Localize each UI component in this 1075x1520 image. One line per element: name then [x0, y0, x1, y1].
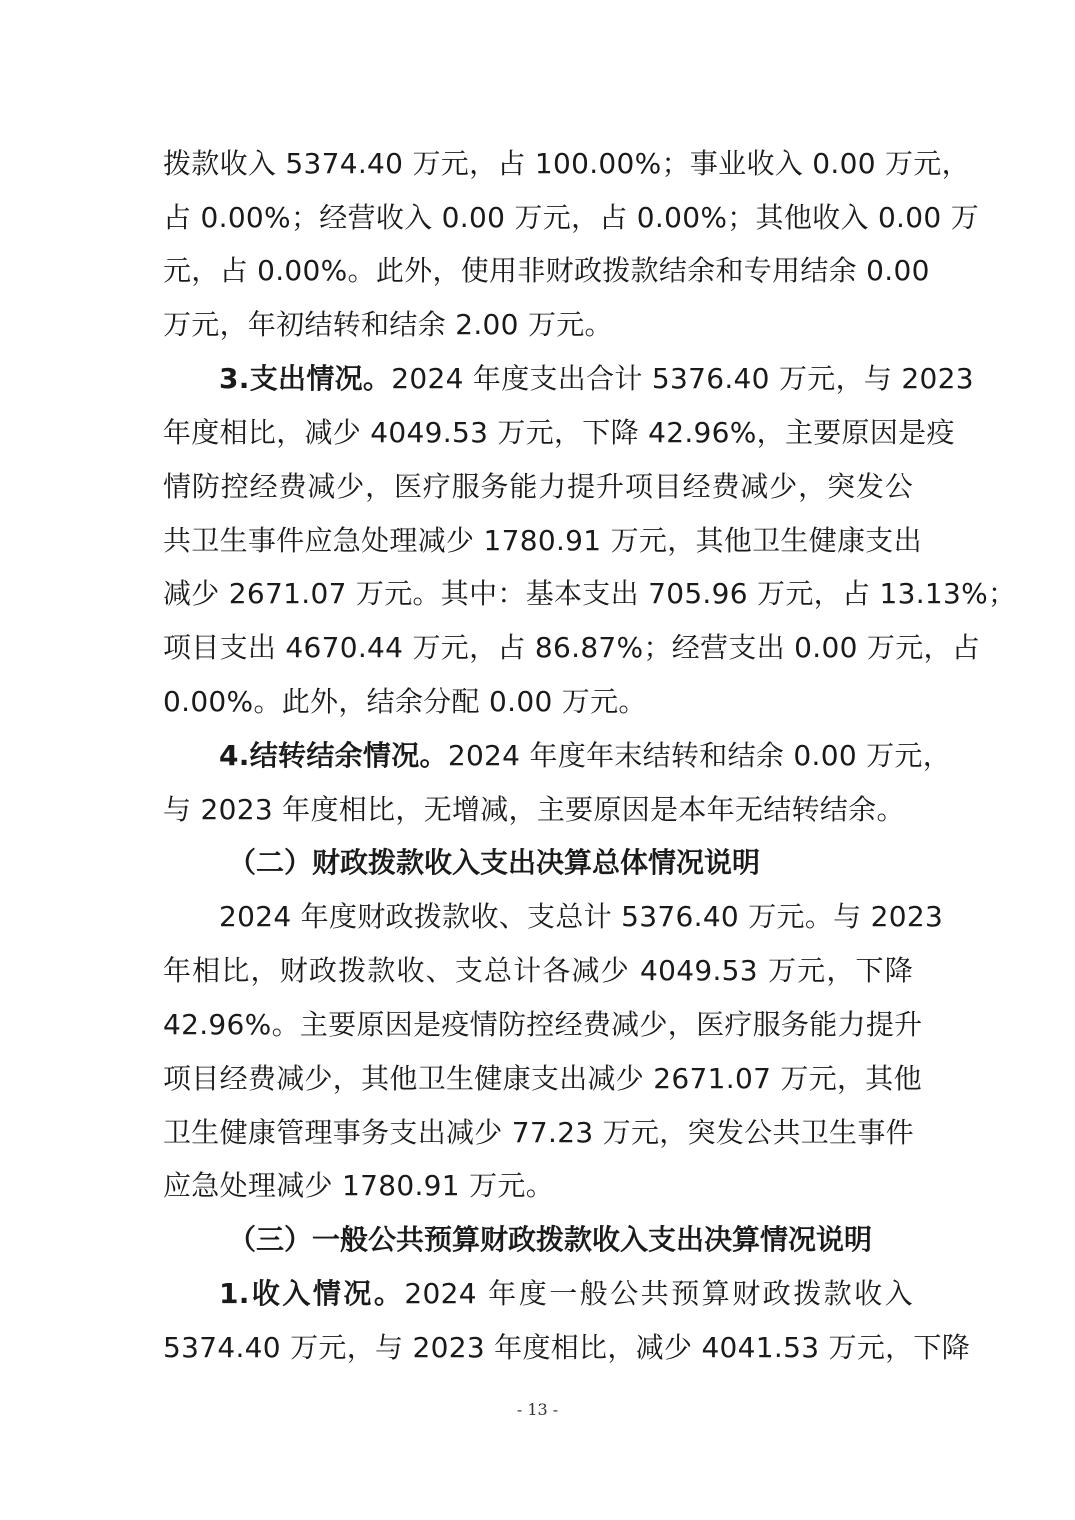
text-line: 与 2023 年度相比，无增减，主要原因是本年无结转结余。	[163, 793, 905, 826]
text-line: 减少 2671.07 万元。其中：基本支出 705.96 万元，占 13.13%；	[163, 577, 1017, 610]
section-4-first-line	[219, 736, 952, 776]
section-1-text: 2024 年度一般公共预算财政拨款收入	[404, 1277, 913, 1310]
section-3-first-line	[219, 359, 974, 399]
section-heading-3: （三）一般公共预算财政拨款收入支出决算情况说明	[228, 1223, 873, 1256]
text-line: 占 0.00%；经营收入 0.00 万元，占 0.00%；其他收入 0.00 万	[163, 201, 979, 234]
text-line: 项目经费减少，其他卫生健康支出减少 2671.07 万元，其他	[163, 1062, 922, 1095]
section-heading-2: （二）财政拨款收入支出决算总体情况说明	[228, 846, 761, 879]
text-line: 项目支出 4670.44 万元，占 86.87%；经营支出 0.00 万元，占	[163, 631, 981, 664]
text-line: 0.00%。此外，结余分配 0.00 万元。	[163, 685, 647, 718]
section-4-text: 2024 年度年末结转和结余 0.00 万元，	[447, 739, 952, 772]
page-number: - 13 -	[516, 1400, 559, 1419]
text-line: 2024 年度财政拨款收、支总计 5376.40 万元。与 2023	[219, 900, 944, 933]
text-line: 5374.40 万元，与 2023 年度相比，减少 4041.53 万元，下降	[163, 1331, 971, 1364]
text-line: 42.96%。主要原因是疫情防控经费减少，医疗服务能力提升	[163, 1008, 923, 1041]
section-3-label: 3.支出情况。	[219, 362, 392, 395]
section-3-text: 2024 年度支出合计 5376.40 万元，与 2023	[391, 362, 974, 395]
text-line: 卫生健康管理事务支出减少 77.23 万元，突发公共卫生事件	[163, 1116, 914, 1149]
text-line: 共卫生事件应急处理减少 1780.91 万元，其他卫生健康支出	[163, 524, 922, 557]
text-line: 拨款收入 5374.40 万元，占 100.00%；事业收入 0.00 万元，	[163, 147, 970, 180]
text-line: 万元，年初结转和结余 2.00 万元。	[163, 308, 613, 341]
text-line: 年相比，财政拨款收、支总计各减少 4049.53 万元，下降	[163, 954, 913, 987]
text-line: 情防控经费减少，医疗服务能力提升项目经费减少，突发公	[163, 470, 913, 503]
text-line: 年度相比，减少 4049.53 万元，下降 42.96%，主要原因是疫	[163, 416, 955, 449]
section-1-first-line	[219, 1274, 913, 1314]
section-4-label: 4.结转结余情况。	[219, 739, 448, 772]
text-line: 元，占 0.00%。此外，使用非财政拨款结余和专用结余 0.00	[163, 254, 930, 287]
section-1-label: 1.收入情况。	[219, 1277, 405, 1310]
text-line: 应急处理减少 1780.91 万元。	[163, 1169, 554, 1202]
